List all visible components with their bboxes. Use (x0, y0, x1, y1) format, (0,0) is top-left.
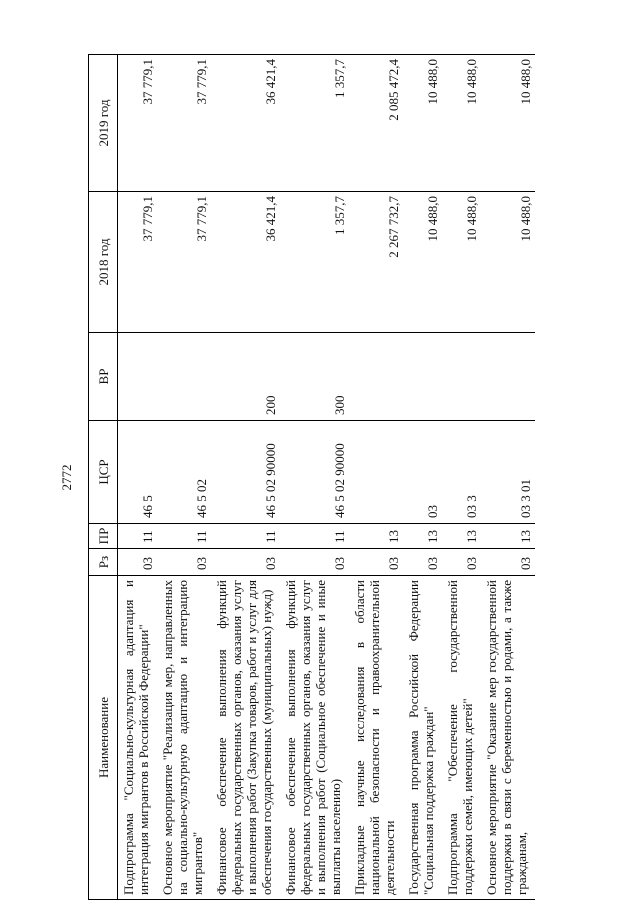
row-2018: 36 421,4 (211, 192, 280, 333)
page-number: 2772 (59, 464, 74, 491)
row-rz: 03 (481, 549, 535, 576)
table-row (403, 55, 442, 900)
row-pr: 13 (403, 524, 442, 549)
row-pr: 11 (280, 524, 349, 549)
row-2018: 10 488,0 (403, 192, 442, 333)
row-pr: 13 (349, 524, 403, 549)
row-rz: 03 (280, 549, 349, 576)
row-pr: 11 (157, 524, 211, 549)
row-name: Основное мероприятие "Реализация мер, направленных на социально-культурную адаптацию и интеграцию мигрантов" (157, 576, 211, 900)
row-vr (442, 333, 481, 421)
row-pr: 13 (442, 524, 481, 549)
table-row (349, 55, 403, 900)
row-2019: 37 779,1 (157, 55, 211, 192)
row-2018: 10 488,0 (442, 192, 481, 333)
header-name: Наименование (89, 576, 118, 900)
row-rz: 03 (442, 549, 481, 576)
row-2018: 10 488,0 (481, 192, 535, 333)
row-vr: 200 (211, 333, 280, 421)
row-2018: 37 779,1 (118, 192, 158, 333)
row-name: Прикладные научные исследования в области национальной безопасности и правоохранительной деятельности (349, 576, 403, 900)
row-vr (481, 333, 535, 421)
table-header-row (89, 55, 118, 900)
row-pr: 13 (481, 524, 535, 549)
row-name: Финансовое обеспечение выполнения функций федеральных государственных органов, оказания услуг и выполнения работ (Социальное обеспечение и иные выплаты населению) (280, 576, 349, 900)
table-row (442, 55, 481, 900)
row-2019: 1 357,7 (280, 55, 349, 192)
row-rz: 03 (349, 549, 403, 576)
row-rz: 03 (157, 549, 211, 576)
row-vr: 300 (280, 333, 349, 421)
row-pr: 11 (118, 524, 158, 549)
row-vr (403, 333, 442, 421)
header-csr: ЦСР (89, 421, 118, 524)
row-name: Основное мероприятие "Оказание мер государственной поддержки в связи с беременностью и родами, а также гражданам, (481, 576, 535, 900)
row-csr: 46 5 02 (157, 421, 211, 524)
header-pr: ПР (89, 524, 118, 549)
budget-table (88, 54, 535, 900)
rotated-document-page (60, 55, 620, 900)
row-name: Финансовое обеспечение выполнения функций федеральных государственных органов, оказания услуг и выполнения работ (Закупка товаров, работ и услуг для обеспечения государственных (муниципальных) нужд) (211, 576, 280, 900)
row-csr: 03 3 (442, 421, 481, 524)
row-2019: 10 488,0 (442, 55, 481, 192)
row-rz: 03 (118, 549, 158, 576)
row-pr: 11 (211, 524, 280, 549)
row-csr: 46 5 (118, 421, 158, 524)
row-2019: 37 779,1 (118, 55, 158, 192)
row-2018: 1 357,7 (280, 192, 349, 333)
row-2018: 37 779,1 (157, 192, 211, 333)
row-csr: 46 5 02 90000 (211, 421, 280, 524)
row-rz: 03 (211, 549, 280, 576)
header-2019: 2019 год (89, 55, 118, 192)
row-2018: 2 267 732,7 (349, 192, 403, 333)
row-csr (349, 421, 403, 524)
header-2018: 2018 год (89, 192, 118, 333)
row-vr (118, 333, 158, 421)
row-csr: 46 5 02 90000 (280, 421, 349, 524)
row-csr: 03 3 01 (481, 421, 535, 524)
row-name: Подпрограмма "Обеспечение государственной поддержки семей, имеющих детей" (442, 576, 481, 900)
row-vr (349, 333, 403, 421)
header-vr: ВР (89, 333, 118, 421)
table-row (481, 55, 535, 900)
row-vr (157, 333, 211, 421)
table-row (157, 55, 211, 900)
table-row (280, 55, 349, 900)
row-2019: 10 488,0 (481, 55, 535, 192)
row-2019: 36 421,4 (211, 55, 280, 192)
row-2019: 10 488,0 (403, 55, 442, 192)
row-name: Подпрограмма "Социально-культурная адаптация и интеграция мигрантов в Российской Федерации" (118, 576, 158, 900)
row-csr: 03 (403, 421, 442, 524)
row-name: Государственная программа Российской Федерации "Социальная поддержка граждан" (403, 576, 442, 900)
row-2019: 2 085 472,4 (349, 55, 403, 192)
table-row (211, 55, 280, 900)
header-rz: Рз (89, 549, 118, 576)
table-row (118, 55, 158, 900)
row-rz: 03 (403, 549, 442, 576)
